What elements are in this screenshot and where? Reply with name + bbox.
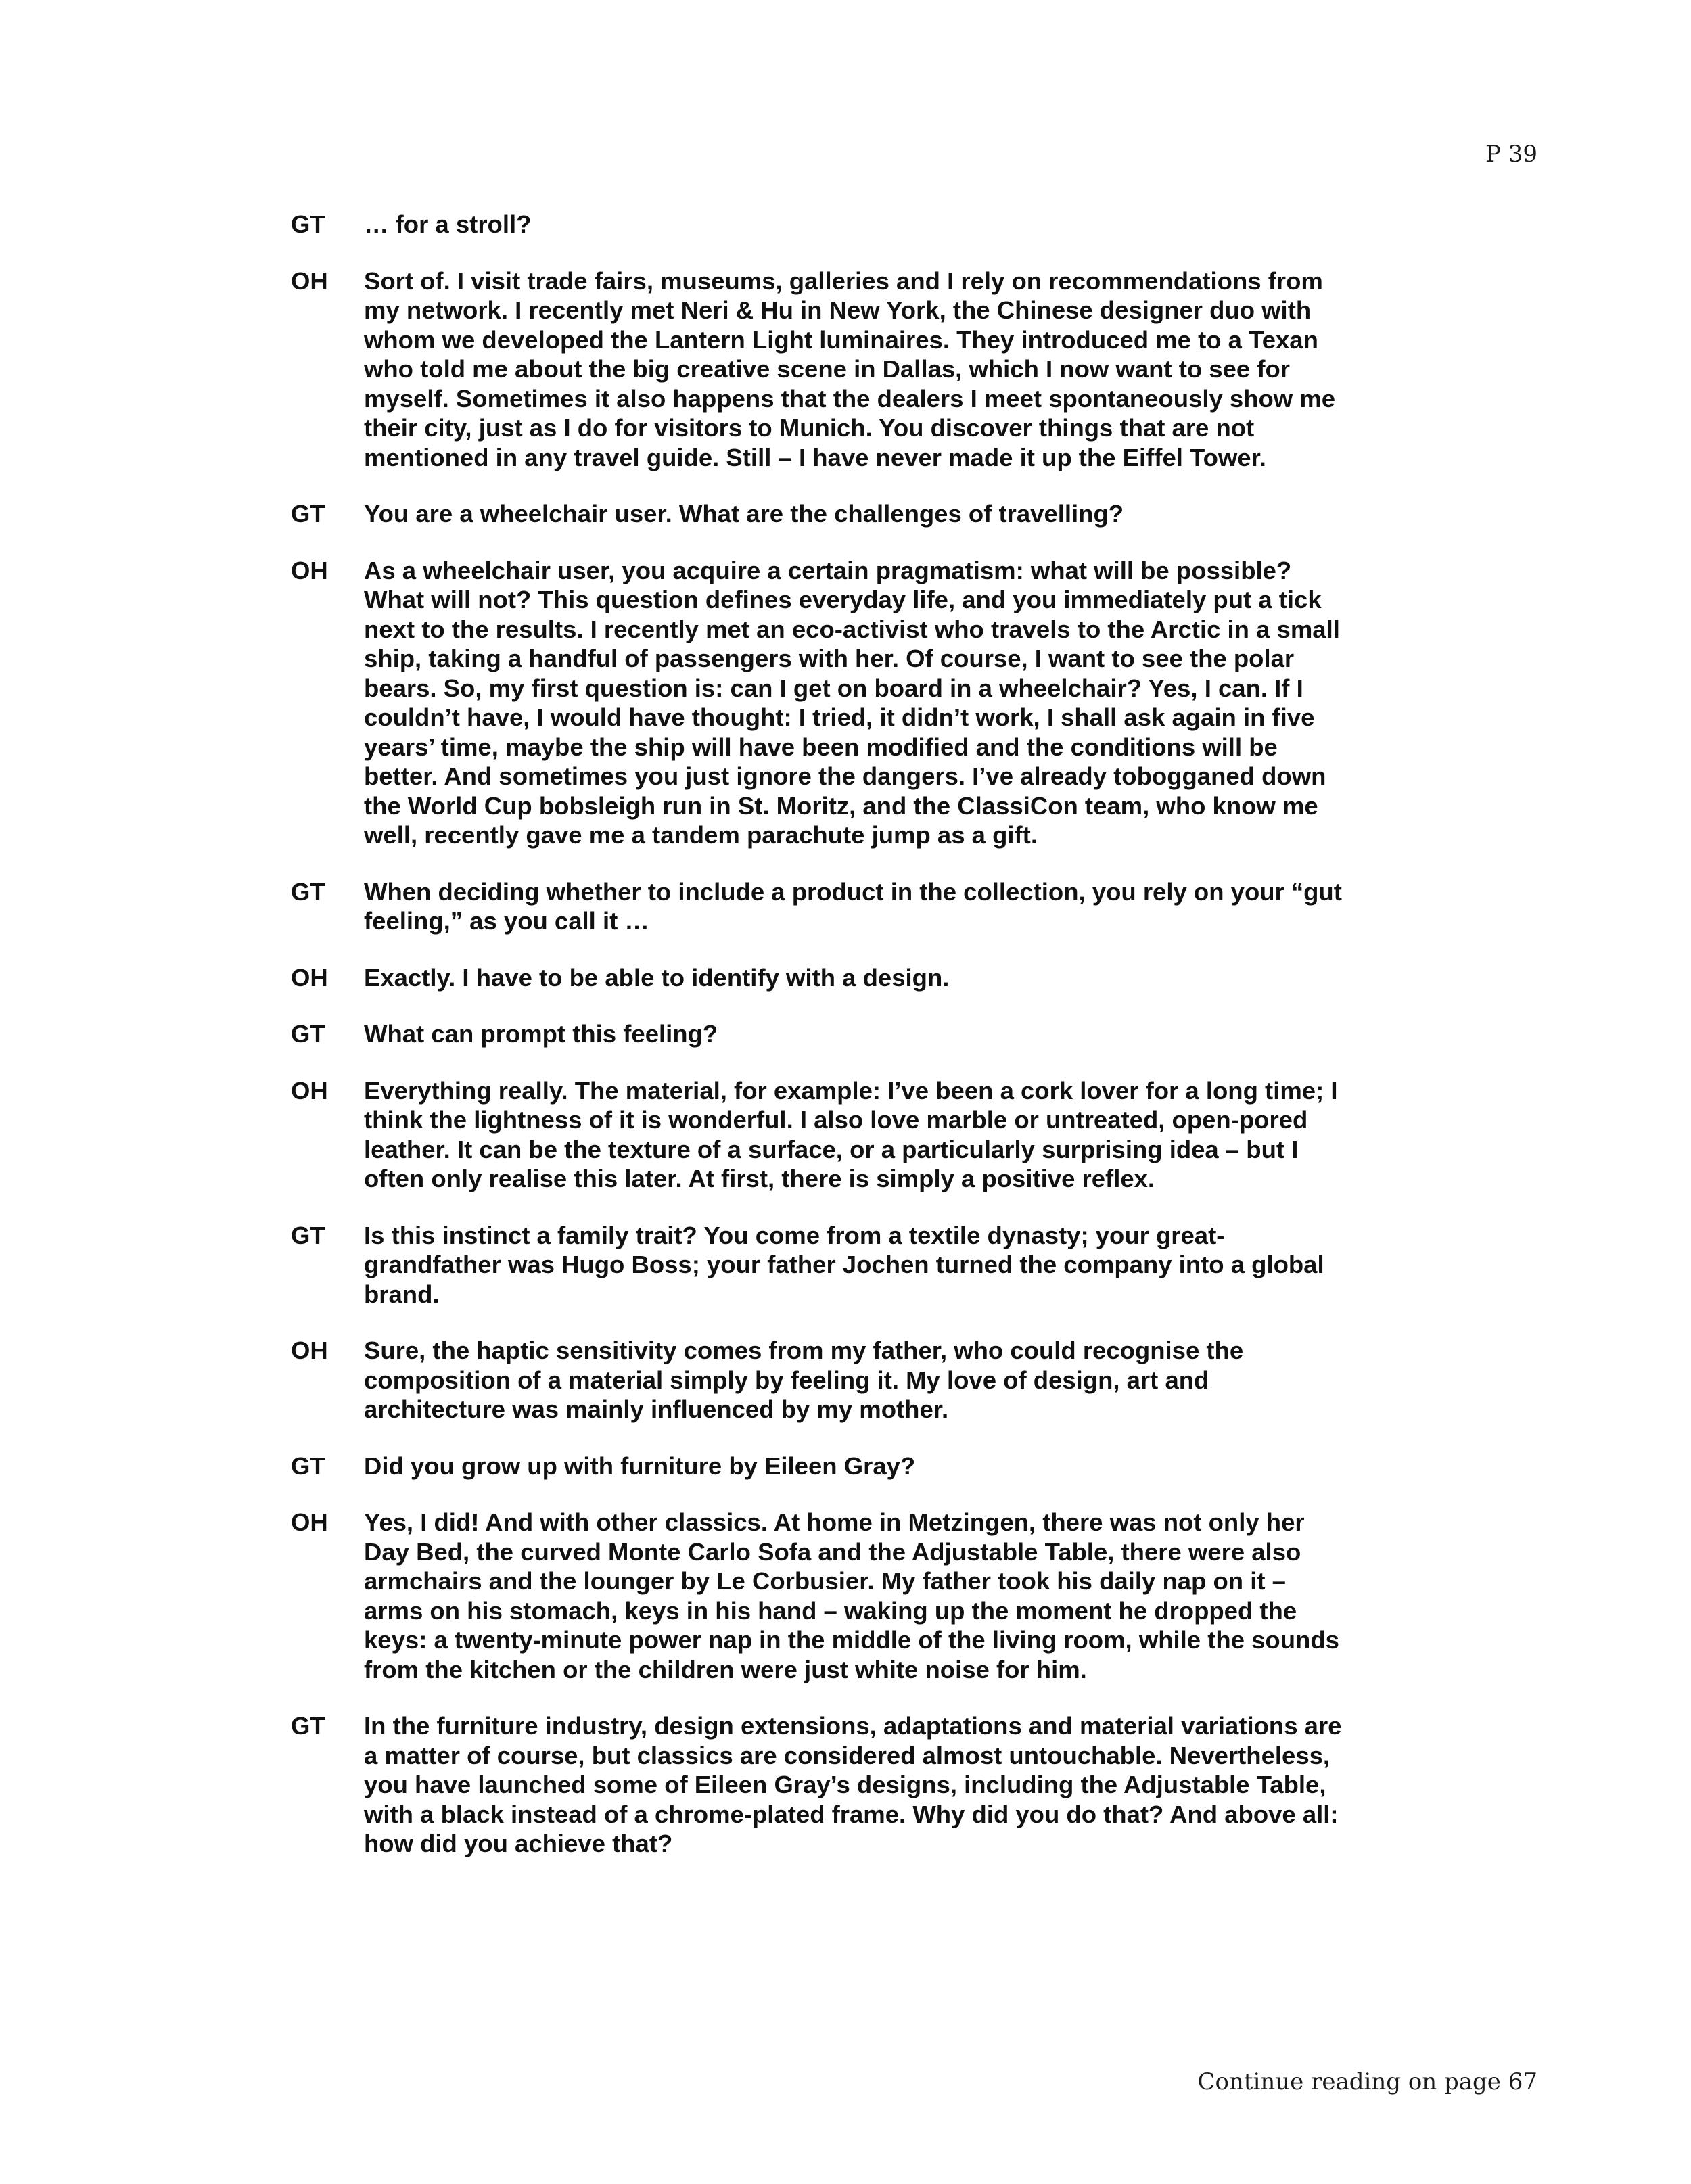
speaker-label: OH <box>291 266 328 295</box>
interview-entry <box>291 877 1346 936</box>
speaker-label: GT <box>291 877 325 906</box>
question-text: When deciding whether to include a product in the collection, you rely on your “gut feeling,” as you call it … <box>364 877 1342 935</box>
question-text: Is this instinct a family trait? You come from a textile dynasty; your great-grandfather was Hugo Boss; your father Jochen turned the company into a global brand. <box>364 1221 1324 1308</box>
question-text: Did you grow up with furniture by Eileen Gray? <box>364 1451 916 1480</box>
interview-entry <box>291 1508 1346 1684</box>
interview-entry <box>291 1451 1346 1481</box>
interview-body <box>291 210 1346 1886</box>
answer-text: As a wheelchair user, you acquire a certain pragmatism: what will be possible? What will not? This question defines everyday life, and you immediately put a tick next to the results. I recently met an eco-activist who travels to the Arctic in a small ship, taking a handful of passengers with her. Of course, I want to see the polar bears. So, my first question is: can I get on board in a wheelchair? Yes, I can. If I couldn’t have, I would have thought: I tried, it didn’t work, I shall ask again in five years’ time, maybe the ship will have been modified and the conditions will be better. And sometimes you just ignore the dangers. I’ve already tobogganed down the World Cup bobsleigh run in St. Moritz, and the ClassiCon team, who know me well, recently gave me a tandem parachute jump as a gift. <box>364 556 1340 849</box>
interview-entry <box>291 963 1346 993</box>
continue-reading-note: Continue reading on page 67 <box>1197 2068 1537 2095</box>
answer-text: Everything really. The material, for example: I’ve been a cork lover for a long time; I think the lightness of it is wonderful. I also love marble or untreated, open-pored leather. It can be the texture of a surface, or a particularly surprising idea – but I often only realise this later. At first, there is simply a positive reflex. <box>364 1076 1338 1192</box>
speaker-label: GT <box>291 1451 325 1480</box>
speaker-label: GT <box>291 1020 325 1048</box>
question-text: You are a wheelchair user. What are the challenges of travelling? <box>364 500 1124 528</box>
page-number: P 39 <box>1485 141 1537 168</box>
interview-entry <box>291 1711 1346 1859</box>
interview-entry <box>291 1336 1346 1424</box>
speaker-label: OH <box>291 556 328 584</box>
speaker-label: GT <box>291 500 325 528</box>
answer-text: Exactly. I have to be able to identify with a design. <box>364 963 950 992</box>
answer-text: Sure, the haptic sensitivity comes from my father, who could recognise the composition of a material simply by feeling it. My love of design, art and architecture was mainly influenced by my mother. <box>364 1337 1244 1423</box>
speaker-label: GT <box>291 1712 325 1740</box>
speaker-label: OH <box>291 1337 328 1364</box>
interview-entry <box>291 556 1346 850</box>
speaker-label: OH <box>291 1508 328 1536</box>
question-text: In the furniture industry, design extensions, adaptations and material variations are a matter of course, but classics are considered almost untouchable. Nevertheless, you have launched some of Eileen Gray’s designs, including the Adjustable Table, with a black instead of a chrome-plated frame. Why did you do that? And above all: how did you achieve that? <box>364 1712 1342 1857</box>
answer-text: Sort of. I visit trade fairs, museums, galleries and I rely on recommendations from my network. I recently met Neri & Hu in New York, the Chinese designer duo with whom we developed the Lantern Light luminaires. They introduced me to a Texan who told me about the big creative scene in Dallas, which I now want to see for myself. Sometimes it also happens that the dealers I meet spontaneously show me their city, just as I do for visitors to Munich. You discover things that are not mentioned in any travel guide. Still – I have never made it up the Eiffel Tower. <box>364 266 1336 471</box>
interview-entry <box>291 1221 1346 1309</box>
question-text: What can prompt this feeling? <box>364 1020 718 1048</box>
speaker-label: GT <box>291 210 325 238</box>
speaker-label: OH <box>291 1076 328 1105</box>
interview-entry <box>291 210 1346 239</box>
question-text: … for a stroll? <box>364 210 532 238</box>
interview-entry <box>291 1019 1346 1049</box>
speaker-label: GT <box>291 1221 325 1249</box>
answer-text: Yes, I did! And with other classics. At home in Metzingen, there was not only her Day Bed, the curved Monte Carlo Sofa and the Adjustable Table, there were also armchairs and the lounger by Le Corbusier. My father took his daily nap on it – arms on his stomach, keys in his hand – waking up the moment he dropped the keys: a twenty-minute power nap in the middle of the living room, while the sounds from the kitchen or the children were just white noise for him. <box>364 1508 1339 1683</box>
speaker-label: OH <box>291 963 328 992</box>
interview-entry <box>291 1076 1346 1194</box>
interview-entry <box>291 266 1346 473</box>
interview-entry <box>291 499 1346 529</box>
